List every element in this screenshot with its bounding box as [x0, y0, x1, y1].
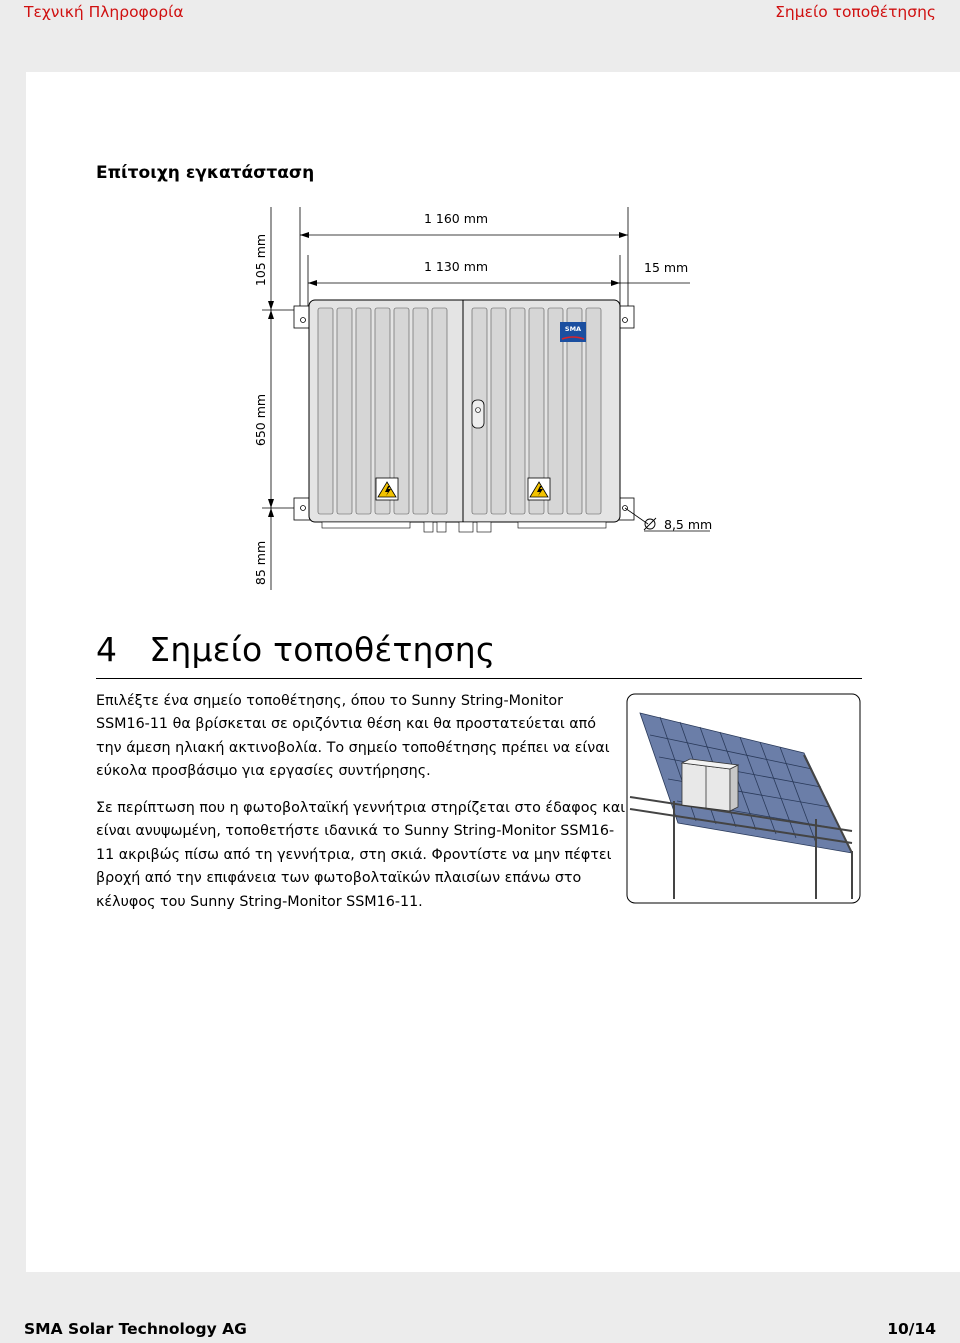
header-right-title: Σημείο τοποθέτησης — [775, 3, 936, 21]
dim-total-width: 1 160 mm — [423, 211, 489, 226]
sma-logo-text: SMA — [564, 325, 582, 333]
warning-sign-icon — [376, 478, 398, 500]
section-title: Επίτοιχη εγκατάσταση — [96, 163, 315, 183]
dim-body-height: 650 mm — [253, 393, 268, 447]
chapter-number: 4 — [96, 630, 118, 669]
dim-top-height: 105 mm — [253, 233, 268, 287]
page-header — [0, 0, 960, 30]
chapter-title: Σημείο τοποθέτησης — [149, 630, 496, 669]
paragraph-intro: Επιλέξτε ένα σημείο τοποθέτησης, όπου το Sunny String-Monitor SSM16-11 θα βρίσκεται σε οριζόντια θέση και θα προστατεύεται από την άμεση ηλιακή ακτινοβολία. Το σημείο τοποθέτησης πρέπει να είναι εύκολα προσβάσιμο για εργασίες συντήρησης. — [96, 693, 610, 780]
dim-inner-width: 1 130 mm — [423, 259, 489, 274]
dim-hole-diameter: 8,5 mm — [664, 517, 713, 532]
footer-company: SMA Solar Technology AG — [24, 1320, 247, 1338]
footer-page-number: 10/14 — [887, 1320, 936, 1338]
paragraph-ground-mount: Σε περίπτωση που η φωτοβολταϊκή γεννήτρια στηρίζεται στο έδαφος και είναι ανυψωμένη, τοποθετήστε ιδανικά το Sunny String-Monitor SSM16-11 ακριβώς πίσω από τη γεννήτρια, στη σκιά. Φροντίστε να μην πέφτει βροχή από την επιφάνεια των φωτοβολταϊκών πλαισίων επάνω στο κέλυφος του Sunny String-Monitor SSM16-11. — [96, 800, 626, 910]
warning-sign-icon — [528, 478, 550, 500]
chapter-rule — [96, 678, 862, 679]
dimension-drawing — [240, 200, 720, 595]
chapter-heading — [96, 630, 495, 669]
dim-bottom-height: 85 mm — [253, 540, 268, 586]
dim-side-offset: 15 mm — [644, 260, 689, 275]
header-left-title: Τεχνική Πληροφορία — [24, 3, 184, 21]
pv-array-illustration — [626, 693, 862, 905]
